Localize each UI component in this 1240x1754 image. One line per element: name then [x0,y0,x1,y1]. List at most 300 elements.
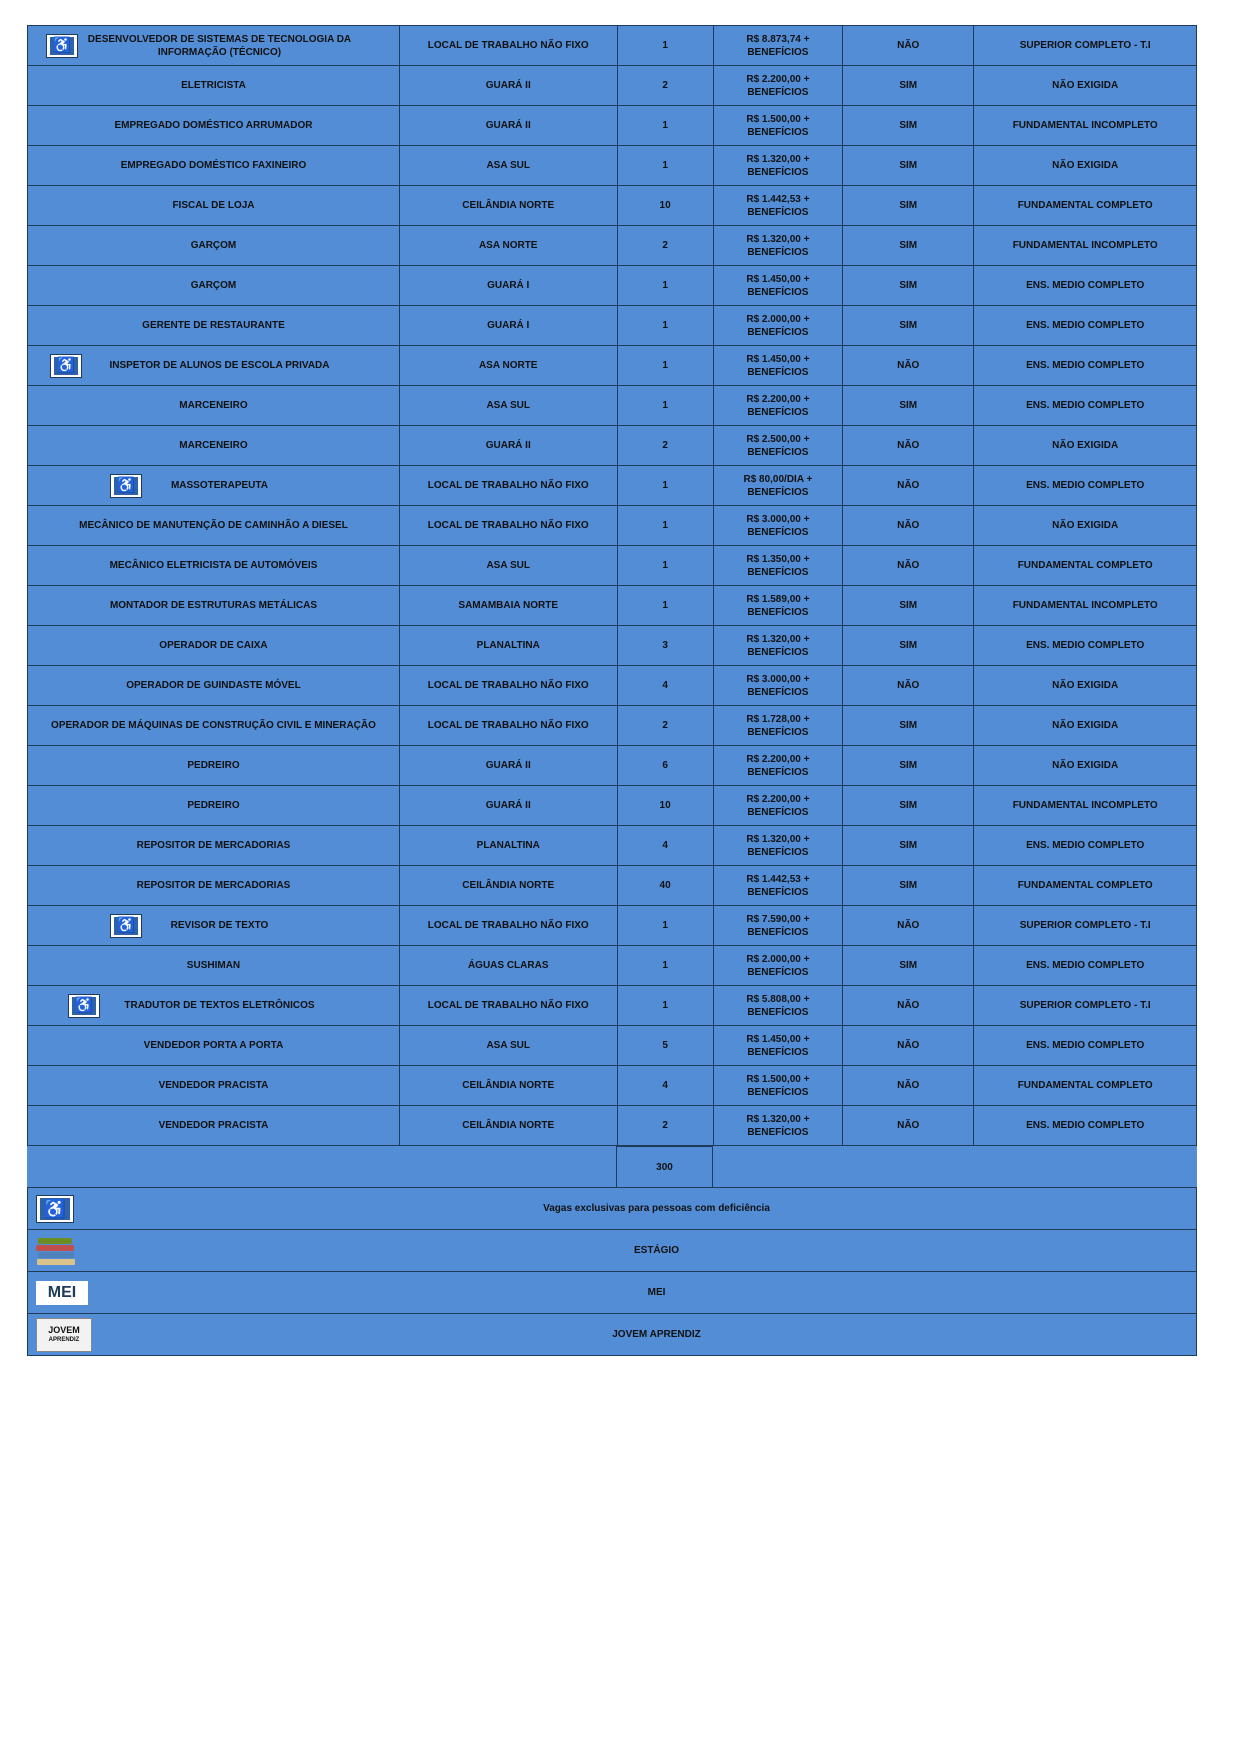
job-salary [713,226,842,266]
table-row [28,666,1197,706]
job-title-text: MONTADOR DE ESTRUTURAS METÁLICAS [109,600,317,611]
job-salary-value: R$ 2.200,00 + [746,753,810,765]
table-row [28,506,1197,546]
job-title [28,506,400,546]
job-openings: 1 [617,906,713,946]
job-openings: 1 [617,106,713,146]
legend-row-mei [28,1272,1197,1314]
job-title-text: VENDEDOR PRACISTA [158,1080,269,1091]
job-openings: 1 [617,586,713,626]
job-title [28,586,400,626]
job-salary [713,186,842,226]
table-row [28,466,1197,506]
job-experience: SIM [843,946,974,986]
job-title-text: TRADUTOR DE TEXTOS ELETRÔNICOS [124,1000,315,1011]
job-salary-benefits: BENEFÍCIOS [747,846,809,858]
jobs-table [27,25,1197,1146]
job-salary-value: R$ 80,00/DIA + [743,473,813,485]
job-openings: 1 [617,306,713,346]
job-experience: NÃO [843,346,974,386]
job-title [28,306,400,346]
job-education: NÃO EXIGIDA [974,706,1197,746]
job-experience: SIM [843,106,974,146]
job-experience: SIM [843,746,974,786]
wheelchair-icon: ♿ [50,354,82,378]
table-row [28,26,1197,66]
job-title-text: ELETRICISTA [181,80,246,91]
table-row [28,706,1197,746]
job-salary-value: R$ 2.200,00 + [746,393,810,405]
job-salary [713,986,842,1026]
job-listing-sheet [27,25,1197,1356]
legend-row-pcd [28,1188,1197,1230]
job-location: GUARÁ I [399,306,617,346]
job-title [28,666,400,706]
job-salary [713,146,842,186]
legend-label-jovem-aprendiz: JOVEM APRENDIZ [117,1314,1197,1356]
job-location: ASA NORTE [399,226,617,266]
job-salary-benefits: BENEFÍCIOS [747,86,809,98]
job-education: FUNDAMENTAL COMPLETO [974,546,1197,586]
job-salary-value: R$ 1.450,00 + [746,1033,810,1045]
job-salary [713,106,842,146]
job-location: GUARÁ II [399,66,617,106]
job-salary-value: R$ 1.450,00 + [746,353,810,365]
job-title [28,346,400,386]
job-title [28,986,400,1026]
job-salary-benefits: BENEFÍCIOS [747,446,809,458]
job-experience: NÃO [843,426,974,466]
table-row [28,946,1197,986]
job-title-text: GERENTE DE RESTAURANTE [142,320,285,331]
job-title [28,546,400,586]
job-education: FUNDAMENTAL INCOMPLETO [974,226,1197,266]
job-experience: NÃO [843,986,974,1026]
job-salary-value: R$ 1.728,00 + [746,713,810,725]
job-salary [713,666,842,706]
job-title-text: MARCENEIRO [179,400,248,411]
job-title-text: EMPREGADO DOMÉSTICO ARRUMADOR [114,120,313,131]
job-title-text: FISCAL DE LOJA [172,200,255,211]
job-salary [713,426,842,466]
job-experience: NÃO [843,546,974,586]
table-row [28,266,1197,306]
books-icon [36,1234,78,1268]
job-title-text: EMPREGADO DOMÉSTICO FAXINEIRO [120,160,307,171]
job-experience: NÃO [843,506,974,546]
job-location: LOCAL DE TRABALHO NÃO FIXO [399,986,617,1026]
job-openings: 40 [617,866,713,906]
job-openings: 1 [617,346,713,386]
table-row [28,826,1197,866]
job-title [28,746,400,786]
job-salary-value: R$ 1.500,00 + [746,113,810,125]
job-title-text: REPOSITOR DE MERCADORIAS [136,840,291,851]
wheelchair-icon: ♿ [110,914,142,938]
job-salary [713,546,842,586]
job-openings: 10 [617,186,713,226]
job-openings: 2 [617,1106,713,1146]
table-row [28,866,1197,906]
job-title-text: DESENVOLVEDOR DE SISTEMAS DE TECNOLOGIA DA INFORMAÇÃO (TÉCNICO) [87,33,352,58]
job-experience: SIM [843,586,974,626]
job-salary-benefits: BENEFÍCIOS [747,206,809,218]
job-experience: SIM [843,186,974,226]
job-salary-benefits: BENEFÍCIOS [747,406,809,418]
legend-icon-cell [28,1272,118,1314]
job-title [28,386,400,426]
job-education: ENS. MEDIO COMPLETO [974,266,1197,306]
job-title-text: VENDEDOR PRACISTA [158,1120,269,1131]
job-education: SUPERIOR COMPLETO - T.I [974,986,1197,1026]
job-salary-value: R$ 1.442,53 + [746,873,810,885]
job-title [28,466,400,506]
job-location: ASA SUL [399,386,617,426]
job-openings: 1 [617,146,713,186]
job-experience: NÃO [843,1026,974,1066]
total-row [27,1146,1197,1187]
job-openings: 2 [617,426,713,466]
job-salary-value: R$ 1.320,00 + [746,153,810,165]
job-salary-benefits: BENEFÍCIOS [747,606,809,618]
job-salary-value: R$ 2.200,00 + [746,73,810,85]
job-salary-benefits: BENEFÍCIOS [747,686,809,698]
jovem-aprendiz-logo-line1: JOVEM [48,1324,80,1335]
job-salary-value: R$ 1.450,00 + [746,273,810,285]
job-title-text: PEDREIRO [187,800,240,811]
job-experience: SIM [843,866,974,906]
job-salary [713,26,842,66]
job-education: NÃO EXIGIDA [974,746,1197,786]
job-salary [713,1066,842,1106]
job-salary-value: R$ 1.442,53 + [746,193,810,205]
table-row [28,626,1197,666]
table-row [28,66,1197,106]
job-salary [713,586,842,626]
job-salary [713,346,842,386]
job-education: SUPERIOR COMPLETO - T.I [974,26,1197,66]
job-salary [713,506,842,546]
job-openings: 2 [617,66,713,106]
job-salary [713,66,842,106]
job-salary-benefits: BENEFÍCIOS [747,806,809,818]
job-location: LOCAL DE TRABALHO NÃO FIXO [399,466,617,506]
table-row [28,546,1197,586]
job-openings: 1 [617,386,713,426]
legend-icon-cell [28,1230,118,1272]
job-salary [713,826,842,866]
table-row [28,746,1197,786]
job-title [28,426,400,466]
legend-row-estagio [28,1230,1197,1272]
job-title-text: VENDEDOR PORTA A PORTA [143,1040,284,1051]
job-openings: 1 [617,506,713,546]
job-openings: 6 [617,746,713,786]
job-openings: 1 [617,266,713,306]
job-salary-benefits: BENEFÍCIOS [747,726,809,738]
job-experience: SIM [843,226,974,266]
job-title-text: REPOSITOR DE MERCADORIAS [136,880,291,891]
job-salary-benefits: BENEFÍCIOS [747,646,809,658]
job-salary [713,1026,842,1066]
jovem-aprendiz-logo-line2: APRENDIZ [48,1336,80,1343]
job-openings: 3 [617,626,713,666]
job-experience: NÃO [843,26,974,66]
job-title-text: MASSOTERAPEUTA [170,480,268,491]
job-location: GUARÁ II [399,746,617,786]
job-openings: 1 [617,986,713,1026]
table-row [28,906,1197,946]
job-title [28,866,400,906]
job-title-text: OPERADOR DE CAIXA [159,640,268,651]
job-education: NÃO EXIGIDA [974,426,1197,466]
job-title [28,626,400,666]
job-salary-value: R$ 1.320,00 + [746,833,810,845]
job-salary-value: R$ 1.500,00 + [746,1073,810,1085]
job-education: FUNDAMENTAL INCOMPLETO [974,786,1197,826]
job-salary [713,266,842,306]
job-experience: NÃO [843,1106,974,1146]
job-location: LOCAL DE TRABALHO NÃO FIXO [399,906,617,946]
job-salary-value: R$ 8.873,74 + [746,33,810,45]
job-education: SUPERIOR COMPLETO - T.I [974,906,1197,946]
job-education: FUNDAMENTAL INCOMPLETO [974,106,1197,146]
job-title-text: MECÂNICO DE MANUTENÇÃO DE CAMINHÃO A DIESEL [79,520,348,531]
job-salary-value: R$ 1.320,00 + [746,233,810,245]
jovem-aprendiz-logo [36,1318,92,1352]
job-title-text: REVISOR DE TEXTO [170,920,269,931]
job-location: CEILÂNDIA NORTE [399,1066,617,1106]
table-row [28,146,1197,186]
job-title [28,146,400,186]
job-salary [713,1106,842,1146]
job-experience: SIM [843,626,974,666]
job-location: GUARÁ II [399,786,617,826]
job-openings: 4 [617,826,713,866]
job-title [28,26,400,66]
job-salary-benefits: BENEFÍCIOS [747,1006,809,1018]
job-title [28,826,400,866]
job-title-text: OPERADOR DE MÁQUINAS DE CONSTRUÇÃO CIVIL E MINERAÇÃO [51,720,376,731]
job-location: CEILÂNDIA NORTE [399,1106,617,1146]
job-location: GUARÁ II [399,106,617,146]
job-salary [713,906,842,946]
job-education: ENS. MEDIO COMPLETO [974,946,1197,986]
job-salary-benefits: BENEFÍCIOS [747,526,809,538]
job-education: NÃO EXIGIDA [974,146,1197,186]
job-experience: SIM [843,386,974,426]
table-row [28,386,1197,426]
job-salary [713,306,842,346]
job-location: ASA SUL [399,146,617,186]
job-openings: 2 [617,226,713,266]
table-row [28,306,1197,346]
job-title [28,706,400,746]
job-education: NÃO EXIGIDA [974,666,1197,706]
job-openings: 10 [617,786,713,826]
job-salary-benefits: BENEFÍCIOS [747,486,809,498]
table-row [28,986,1197,1026]
job-openings: 1 [617,946,713,986]
job-title [28,186,400,226]
job-salary-benefits: BENEFÍCIOS [747,1126,809,1138]
wheelchair-icon: ♿ [36,1195,74,1223]
job-openings: 5 [617,1026,713,1066]
job-salary-value: R$ 2.500,00 + [746,433,810,445]
table-row [28,226,1197,266]
job-experience: SIM [843,146,974,186]
table-row [28,426,1197,466]
job-education: NÃO EXIGIDA [974,66,1197,106]
job-location: ASA SUL [399,546,617,586]
legend-icon-cell [28,1314,118,1356]
job-salary-value: R$ 2.200,00 + [746,793,810,805]
job-education: FUNDAMENTAL COMPLETO [974,1066,1197,1106]
job-education: ENS. MEDIO COMPLETO [974,1106,1197,1146]
job-education: ENS. MEDIO COMPLETO [974,306,1197,346]
job-salary-value: R$ 1.320,00 + [746,633,810,645]
legend-table [27,1187,1197,1356]
job-openings: 4 [617,1066,713,1106]
job-salary-value: R$ 1.320,00 + [746,1113,810,1125]
job-title [28,66,400,106]
job-education: ENS. MEDIO COMPLETO [974,626,1197,666]
job-title [28,906,400,946]
job-title [28,1106,400,1146]
table-row [28,186,1197,226]
job-location: LOCAL DE TRABALHO NÃO FIXO [399,26,617,66]
job-education: ENS. MEDIO COMPLETO [974,1026,1197,1066]
job-location: SAMAMBAIA NORTE [399,586,617,626]
job-salary-benefits: BENEFÍCIOS [747,766,809,778]
job-salary-value: R$ 3.000,00 + [746,673,810,685]
table-row [28,1026,1197,1066]
jobs-table-body [28,26,1197,1146]
job-title [28,266,400,306]
job-education: NÃO EXIGIDA [974,506,1197,546]
job-experience: SIM [843,66,974,106]
job-salary-benefits: BENEFÍCIOS [747,926,809,938]
job-title [28,946,400,986]
job-salary-benefits: BENEFÍCIOS [747,126,809,138]
wheelchair-icon: ♿ [46,34,78,58]
job-title-text: MECÂNICO ELETRICISTA DE AUTOMÓVEIS [109,560,318,571]
job-experience: SIM [843,786,974,826]
job-openings: 1 [617,26,713,66]
job-title [28,226,400,266]
job-education: FUNDAMENTAL COMPLETO [974,186,1197,226]
job-location: GUARÁ I [399,266,617,306]
job-salary-benefits: BENEFÍCIOS [747,566,809,578]
table-row [28,1106,1197,1146]
table-row [28,346,1197,386]
legend-label-mei: MEI [117,1272,1197,1314]
job-experience: SIM [843,826,974,866]
job-title-text: MARCENEIRO [179,440,248,451]
legend-label-estagio: ESTÁGIO [117,1230,1197,1272]
job-title [28,786,400,826]
job-title-text: INSPETOR DE ALUNOS DE ESCOLA PRIVADA [109,360,330,371]
table-row [28,786,1197,826]
job-education: ENS. MEDIO COMPLETO [974,346,1197,386]
job-location: ÁGUAS CLARAS [399,946,617,986]
job-title-text: PEDREIRO [187,760,240,771]
job-location: ASA NORTE [399,346,617,386]
job-salary-value: R$ 7.590,00 + [746,913,810,925]
job-salary [713,706,842,746]
job-education: ENS. MEDIO COMPLETO [974,466,1197,506]
job-salary-benefits: BENEFÍCIOS [747,46,809,58]
job-experience: NÃO [843,1066,974,1106]
table-row [28,586,1197,626]
job-location: LOCAL DE TRABALHO NÃO FIXO [399,666,617,706]
legend-icon-cell [28,1188,118,1230]
job-experience: SIM [843,306,974,346]
job-salary-benefits: BENEFÍCIOS [747,1046,809,1058]
job-salary-benefits: BENEFÍCIOS [747,286,809,298]
job-salary [713,466,842,506]
total-vagas: 300 [616,1146,713,1188]
wheelchair-icon: ♿ [110,474,142,498]
job-education: ENS. MEDIO COMPLETO [974,386,1197,426]
job-location: PLANALTINA [399,626,617,666]
job-title-text: OPERADOR DE GUINDASTE MÓVEL [126,680,301,691]
job-openings: 1 [617,546,713,586]
job-location: LOCAL DE TRABALHO NÃO FIXO [399,706,617,746]
job-openings: 1 [617,466,713,506]
table-row [28,1066,1197,1106]
job-experience: NÃO [843,906,974,946]
table-row [28,106,1197,146]
job-salary [713,786,842,826]
job-salary-benefits: BENEFÍCIOS [747,366,809,378]
job-experience: NÃO [843,666,974,706]
legend-row-jovem-aprendiz [28,1314,1197,1356]
job-salary-value: R$ 2.000,00 + [746,953,810,965]
job-salary-benefits: BENEFÍCIOS [747,966,809,978]
job-salary-value: R$ 1.350,00 + [746,553,810,565]
job-salary-benefits: BENEFÍCIOS [747,886,809,898]
job-salary-value: R$ 1.589,00 + [746,593,810,605]
job-salary-value: R$ 5.808,00 + [746,993,810,1005]
job-openings: 2 [617,706,713,746]
job-salary-benefits: BENEFÍCIOS [747,1086,809,1098]
job-education: FUNDAMENTAL COMPLETO [974,866,1197,906]
job-salary [713,866,842,906]
job-salary [713,746,842,786]
job-education: FUNDAMENTAL INCOMPLETO [974,586,1197,626]
job-experience: SIM [843,706,974,746]
job-location: PLANALTINA [399,826,617,866]
job-salary-value: R$ 3.000,00 + [746,513,810,525]
wheelchair-icon: ♿ [68,994,100,1018]
job-location: GUARÁ II [399,426,617,466]
job-title [28,106,400,146]
job-salary-value: R$ 2.000,00 + [746,313,810,325]
job-title [28,1066,400,1106]
job-location: ASA SUL [399,1026,617,1066]
job-experience: SIM [843,266,974,306]
job-location: CEILÂNDIA NORTE [399,186,617,226]
job-salary-benefits: BENEFÍCIOS [747,166,809,178]
job-salary-benefits: BENEFÍCIOS [747,246,809,258]
legend-label-pcd: Vagas exclusivas para pessoas com deficiência [117,1188,1197,1230]
job-salary [713,946,842,986]
job-title-text: GARÇOM [190,240,237,251]
job-title-text: SUSHIMAN [186,960,241,971]
job-salary [713,386,842,426]
job-salary [713,626,842,666]
